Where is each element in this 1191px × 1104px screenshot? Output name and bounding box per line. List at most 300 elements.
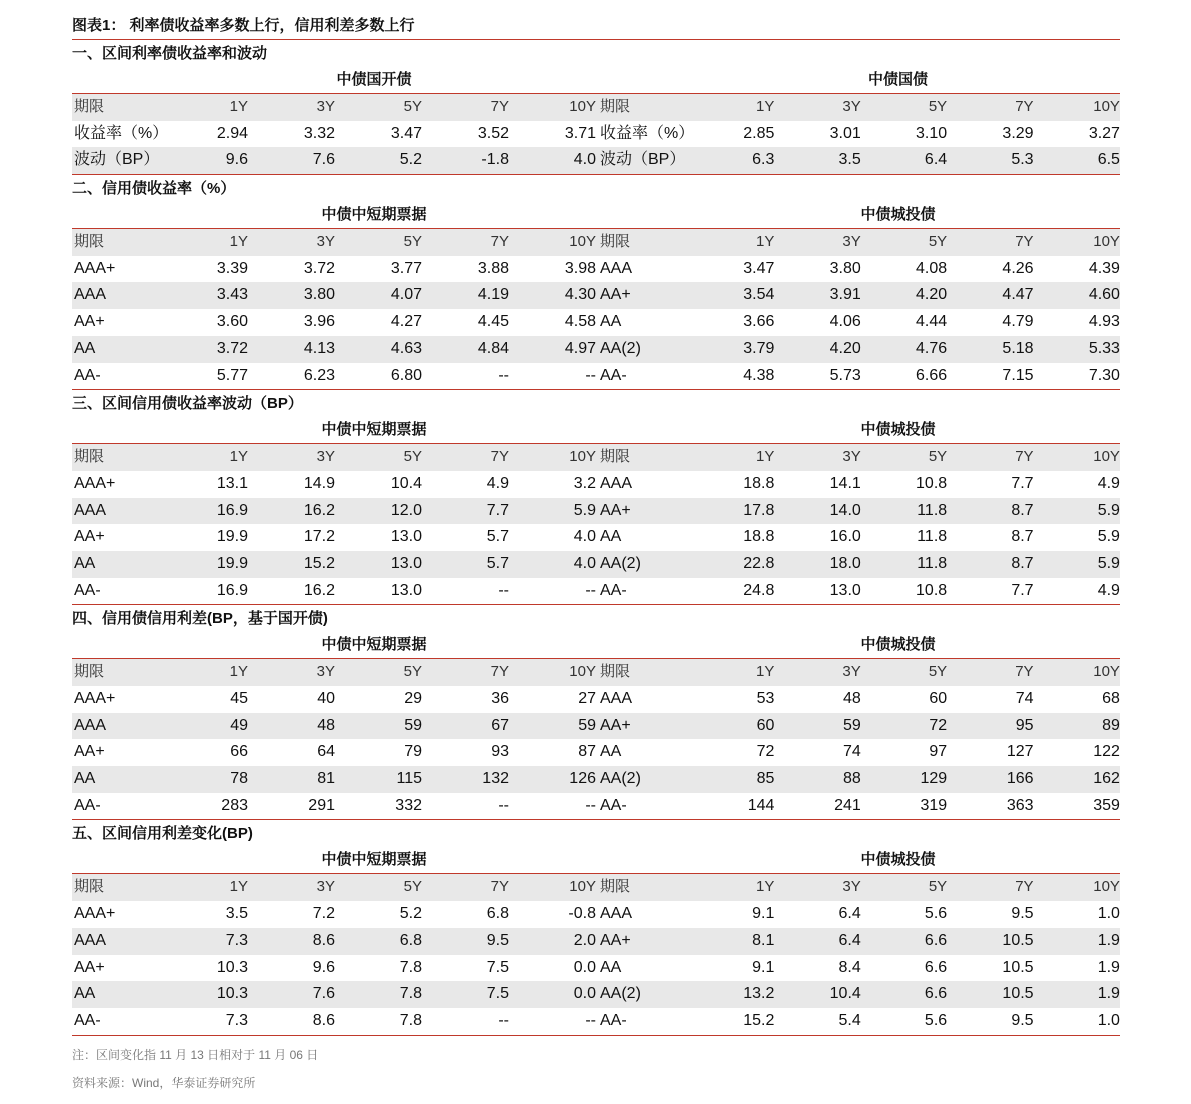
value-cell: 13.0 (829, 581, 861, 599)
row-left-half (72, 901, 596, 928)
value-cell: 22.8 (743, 554, 775, 572)
row-label-cell: 收益率（%） (600, 124, 695, 142)
value-cell: 10.8 (916, 474, 948, 492)
row-label-cell: AA- (600, 796, 627, 814)
value-cell: 3.80 (829, 259, 861, 277)
table-row (72, 955, 1120, 982)
value-cell: 10Y (1093, 233, 1120, 251)
row-left-half (72, 874, 596, 901)
table-row (72, 1008, 1120, 1036)
value-cell: 5.73 (829, 366, 861, 384)
value-cell: 9.6 (225, 151, 248, 169)
row-label-cell: AA (600, 528, 622, 546)
value-cell: 5.77 (216, 366, 248, 384)
value-cell: 59 (578, 716, 596, 734)
value-cell: 1.0 (1097, 905, 1120, 923)
value-cell: 4.0 (573, 528, 596, 546)
row-label-cell: AA+ (74, 528, 105, 546)
row-label-cell: AA- (600, 1011, 627, 1029)
value-cell: 5Y (403, 448, 422, 466)
row-right-half (596, 147, 1120, 174)
value-cell: 10Y (569, 98, 596, 115)
table-row (72, 498, 1120, 525)
value-cell: 3.54 (743, 286, 775, 304)
value-cell: 10.5 (1002, 931, 1034, 949)
value-cell: 4.93 (1088, 313, 1120, 331)
value-cell: 13.0 (390, 581, 422, 599)
row-right-half (596, 363, 1120, 390)
group-header-row (72, 202, 1120, 229)
value-cell: -- (585, 366, 596, 384)
value-cell: 15.2 (743, 1011, 775, 1029)
footnote: 注：区间变化指 11 月 13 日相对于 11 月 06 日 (72, 1047, 319, 1062)
value-cell: 4.30 (564, 286, 596, 304)
value-cell: 4.79 (1002, 313, 1034, 331)
row-label-cell: AA(2) (600, 985, 641, 1003)
value-cell: 7.7 (1011, 581, 1034, 599)
value-cell: 10Y (569, 663, 596, 681)
row-left-half (72, 256, 596, 283)
value-cell: 3.27 (1088, 124, 1120, 142)
row-label-cell: 期限 (74, 663, 105, 681)
value-cell: 162 (1093, 770, 1120, 788)
value-cell: 3Y (842, 878, 861, 896)
value-cell: 7Y (1015, 663, 1034, 681)
value-cell: 115 (396, 770, 422, 788)
value-cell: 9.1 (752, 905, 775, 923)
value-cell: 8.6 (312, 1011, 335, 1029)
value-cell: 3Y (842, 663, 861, 681)
row-label-cell: AA (74, 985, 96, 1003)
value-cell: 60 (756, 716, 775, 734)
row-label-cell: 期限 (600, 448, 631, 466)
value-cell: -- (585, 796, 596, 814)
table-row (72, 524, 1120, 551)
value-cell: 6.8 (399, 931, 422, 949)
value-cell: 6.5 (1097, 151, 1120, 169)
row-right-half (596, 256, 1120, 283)
row-label-cell: AAA (600, 259, 633, 277)
section-title: 四、信用债信用利差(BP，基于国开债) (72, 610, 328, 628)
row-left-half (72, 444, 596, 471)
value-cell: 4.76 (916, 339, 948, 357)
value-cell: 5Y (928, 98, 948, 115)
section-title: 二、信用债收益率（%） (72, 180, 236, 198)
value-cell: 3Y (842, 98, 861, 115)
table-row (72, 901, 1120, 928)
value-cell: 291 (308, 796, 335, 814)
value-cell: 5Y (928, 233, 948, 251)
value-cell: 48 (317, 716, 335, 734)
row-label-cell: 期限 (600, 98, 631, 115)
value-cell: 3.98 (564, 259, 596, 277)
group-header-row (72, 847, 1120, 874)
row-left-half (72, 659, 596, 686)
value-cell: 27 (578, 690, 596, 707)
value-cell: 5.7 (486, 554, 509, 572)
value-cell: 7Y (1015, 878, 1034, 896)
value-cell: 7Y (490, 233, 509, 251)
value-cell: 5.9 (1097, 554, 1120, 572)
table-row (72, 551, 1120, 578)
table-row (72, 713, 1120, 740)
row-label-cell: AAA+ (74, 690, 116, 707)
row-label-cell: AA (600, 743, 622, 761)
row-label-cell: AA(2) (600, 770, 641, 788)
row-left-half (72, 1008, 596, 1035)
value-cell: 5Y (403, 878, 422, 896)
value-cell: 4.38 (743, 366, 775, 384)
table-row (72, 471, 1120, 498)
value-cell: 7Y (490, 448, 509, 466)
row-left-half (72, 686, 596, 713)
value-cell: 3.72 (303, 259, 335, 277)
value-cell: 3.01 (829, 124, 861, 142)
row-right-half (596, 282, 1120, 309)
value-cell: 3.47 (743, 259, 775, 277)
table-row (72, 928, 1120, 955)
table-row (72, 256, 1120, 283)
value-cell: 3Y (316, 663, 335, 681)
row-label-cell: AA(2) (600, 339, 641, 357)
row-right-half (596, 309, 1120, 336)
row-left-half (72, 229, 596, 256)
row-left-half (72, 336, 596, 363)
table-row (72, 147, 1120, 175)
value-cell: 5Y (928, 448, 948, 466)
row-label-cell: AA- (600, 581, 627, 599)
row-right-half (596, 121, 1120, 148)
value-cell: 12.0 (390, 501, 422, 519)
row-label-cell: AA+ (600, 931, 631, 949)
section-title: 三、区间信用债收益率波动（BP） (72, 395, 303, 413)
row-label-cell: AAA+ (74, 905, 116, 923)
value-cell: 3.80 (303, 286, 335, 304)
value-cell: 3.79 (743, 339, 775, 357)
value-cell: 79 (404, 743, 422, 761)
value-cell: -0.8 (568, 905, 596, 923)
value-cell: 18.8 (743, 528, 775, 546)
value-cell: 4.44 (916, 313, 948, 331)
value-cell: 4.26 (1002, 259, 1034, 277)
value-cell: 127 (1006, 743, 1034, 761)
value-cell: 5.6 (924, 1011, 948, 1029)
group-title-left: 中债中短期票据 (321, 206, 427, 224)
value-cell: 4.20 (916, 286, 948, 304)
value-cell: 4.58 (564, 313, 596, 331)
value-cell: 4.08 (916, 259, 948, 277)
value-cell: 13.0 (390, 528, 422, 546)
row-label-cell: AA (74, 554, 96, 572)
group-title-right: 中债城投债 (860, 851, 936, 869)
value-cell: 332 (395, 796, 422, 814)
row-left-half (72, 94, 596, 121)
table-header-row (72, 874, 1120, 901)
value-cell: 6.6 (924, 958, 948, 976)
value-cell: 16.0 (829, 528, 861, 546)
value-cell: 1Y (756, 98, 775, 115)
value-cell: 67 (491, 716, 509, 734)
row-label-cell: AAA (74, 716, 107, 734)
group-title-right: 中债城投债 (860, 636, 936, 654)
table-header-row (72, 659, 1120, 686)
row-label-cell: AAA (600, 905, 633, 923)
row-right-half (596, 498, 1120, 525)
value-cell: 1Y (229, 663, 248, 681)
value-cell: 88 (842, 770, 861, 788)
value-cell: 3.96 (303, 313, 335, 331)
value-cell: -- (585, 1011, 596, 1029)
value-cell: 17.8 (743, 501, 775, 519)
value-cell: 3Y (316, 233, 335, 251)
row-right-half (596, 686, 1120, 713)
value-cell: 4.06 (829, 313, 861, 331)
value-cell: 3Y (316, 878, 335, 896)
row-label-cell: AA+ (600, 501, 631, 519)
value-cell: 14.0 (829, 501, 861, 519)
value-cell: 4.63 (390, 339, 422, 357)
value-cell: 1Y (229, 98, 248, 115)
row-left-half (72, 766, 596, 793)
row-label-cell: AA (600, 958, 622, 976)
row-label-cell: AA- (74, 796, 101, 814)
value-cell: 2.94 (216, 124, 248, 142)
value-cell: 10Y (1093, 878, 1120, 896)
value-cell: 7Y (490, 663, 509, 681)
value-cell: 1Y (229, 233, 248, 251)
row-label-cell: AAA (74, 931, 107, 949)
row-left-half (72, 955, 596, 982)
value-cell: 64 (317, 743, 335, 761)
value-cell: 1Y (756, 233, 775, 251)
group-header-row (72, 417, 1120, 444)
value-cell: 241 (834, 796, 861, 814)
value-cell: 17.2 (303, 528, 335, 546)
row-right-half (596, 766, 1120, 793)
value-cell: 13.2 (743, 985, 775, 1003)
row-left-half (72, 551, 596, 578)
value-cell: 9.6 (312, 958, 335, 976)
value-cell: 4.60 (1088, 286, 1120, 304)
value-cell: 3.77 (390, 259, 422, 277)
value-cell: 18.0 (829, 554, 861, 572)
value-cell: 7.30 (1088, 366, 1120, 384)
value-cell: 7.8 (399, 985, 422, 1003)
value-cell: 5.9 (1097, 528, 1120, 546)
value-cell: 6.6 (924, 985, 948, 1003)
row-label-cell: 期限 (600, 878, 631, 896)
value-cell: 3.71 (564, 124, 596, 142)
value-cell: 59 (404, 716, 422, 734)
value-cell: 5.18 (1002, 339, 1034, 357)
row-left-half (72, 981, 596, 1008)
group-header-row (72, 67, 1120, 94)
value-cell: 7.8 (399, 958, 422, 976)
value-cell: 8.7 (1011, 501, 1034, 519)
group-title-right: 中债国债 (867, 71, 928, 88)
value-cell: 59 (842, 716, 861, 734)
value-cell: 3Y (842, 233, 861, 251)
value-cell: 10Y (569, 233, 596, 251)
value-cell: 10Y (569, 448, 596, 466)
row-label-cell: AA+ (74, 743, 105, 761)
table-row (72, 686, 1120, 713)
value-cell: 53 (756, 690, 775, 707)
row-label-cell: AA+ (74, 958, 105, 976)
value-cell: 4.39 (1088, 259, 1120, 277)
value-cell: 5Y (403, 98, 422, 115)
value-cell: 10.8 (916, 581, 948, 599)
value-cell: 7Y (1015, 448, 1034, 466)
value-cell: 49 (230, 716, 248, 734)
value-cell: 7Y (1015, 98, 1034, 115)
value-cell: 3.2 (573, 474, 596, 492)
table-header-row (72, 94, 1120, 121)
value-cell: 3.88 (477, 259, 509, 277)
row-right-half (596, 471, 1120, 498)
value-cell: 1Y (756, 878, 775, 896)
row-label-cell: AAA (74, 286, 107, 304)
value-cell: 11.8 (917, 501, 948, 519)
value-cell: 283 (221, 796, 248, 814)
value-cell: 5.6 (924, 905, 948, 923)
value-cell: 6.3 (752, 151, 775, 169)
row-left-half (72, 282, 596, 309)
value-cell: 10Y (1093, 448, 1120, 466)
group-header-row (72, 632, 1120, 659)
value-cell: 19.9 (216, 528, 248, 546)
value-cell: 4.47 (1002, 286, 1034, 304)
value-cell: 74 (1015, 690, 1034, 707)
value-cell: 9.5 (1011, 1011, 1034, 1029)
value-cell: 10.3 (216, 985, 248, 1003)
row-label-cell: AAA (600, 690, 633, 707)
value-cell: 359 (1093, 796, 1120, 814)
table-row (72, 578, 1120, 606)
value-cell: 72 (756, 743, 775, 761)
value-cell: 5Y (403, 663, 422, 681)
value-cell: 97 (929, 743, 948, 761)
value-cell: 11.8 (917, 554, 948, 572)
row-left-half (72, 793, 596, 820)
value-cell: 14.9 (303, 474, 335, 492)
value-cell: -- (498, 366, 509, 384)
value-cell: 5.2 (399, 151, 422, 169)
value-cell: 7.5 (486, 985, 509, 1003)
table-row (72, 766, 1120, 793)
row-label-cell: AA- (74, 366, 101, 384)
value-cell: 3.47 (390, 124, 422, 142)
value-cell: 10Y (569, 878, 596, 896)
value-cell: 16.2 (303, 501, 335, 519)
value-cell: 6.66 (916, 366, 948, 384)
value-cell: 1.9 (1097, 985, 1120, 1003)
row-left-half (72, 713, 596, 740)
row-right-half (596, 229, 1120, 256)
value-cell: 45 (230, 690, 248, 707)
value-cell: 7.3 (225, 931, 248, 949)
row-right-half (596, 713, 1120, 740)
table-row (72, 739, 1120, 766)
value-cell: 4.9 (1097, 474, 1120, 492)
table-row (72, 363, 1120, 391)
value-cell: 14.1 (829, 474, 861, 492)
value-cell: 11.8 (917, 528, 948, 546)
table-row (72, 336, 1120, 363)
value-cell: 7.15 (1002, 366, 1034, 384)
value-cell: 24.8 (743, 581, 775, 599)
value-cell: 1.9 (1097, 958, 1120, 976)
value-cell: 8.4 (838, 958, 861, 976)
row-label-cell: 期限 (74, 233, 105, 251)
value-cell: 6.6 (924, 931, 948, 949)
value-cell: 89 (1102, 716, 1120, 734)
value-cell: 95 (1015, 716, 1034, 734)
value-cell: 10.4 (390, 474, 422, 492)
value-cell: 19.9 (216, 554, 248, 572)
value-cell: 8.7 (1011, 528, 1034, 546)
value-cell: 4.9 (486, 474, 509, 492)
value-cell: 3.10 (916, 124, 948, 142)
value-cell: 5.7 (486, 528, 509, 546)
value-cell: 122 (1093, 743, 1120, 761)
value-cell: -- (498, 1011, 509, 1029)
value-cell: 10.3 (216, 958, 248, 976)
row-label-cell: 期限 (74, 448, 105, 466)
value-cell: 1Y (756, 448, 775, 466)
value-cell: 40 (317, 690, 335, 707)
value-cell: 4.97 (564, 339, 596, 357)
value-cell: 132 (482, 770, 509, 788)
report-figure (72, 0, 1120, 1096)
row-label-cell: AA (74, 770, 96, 788)
table-header-row (72, 444, 1120, 471)
group-title-left: 中债国开债 (336, 71, 412, 88)
row-label-cell: AA+ (74, 313, 105, 331)
value-cell: 3.39 (216, 259, 248, 277)
value-cell: 4.9 (1097, 581, 1120, 599)
value-cell: 7.7 (486, 501, 509, 519)
value-cell: 6.80 (390, 366, 422, 384)
value-cell: 5Y (403, 233, 422, 251)
value-cell: 36 (491, 690, 509, 707)
value-cell: 29 (404, 690, 422, 707)
value-cell: 363 (1006, 796, 1034, 814)
value-cell: 6.4 (838, 905, 861, 923)
value-cell: 7.5 (486, 958, 509, 976)
value-cell: 5.4 (838, 1011, 861, 1029)
value-cell: 6.4 (924, 151, 948, 169)
value-cell: 319 (920, 796, 948, 814)
value-cell: 7.3 (225, 1011, 248, 1029)
row-label-cell: 期限 (74, 878, 105, 896)
row-left-half (72, 928, 596, 955)
value-cell: 5.2 (399, 905, 422, 923)
group-title-right: 中债城投债 (860, 421, 936, 439)
group-title-left: 中债中短期票据 (321, 851, 427, 869)
row-label-cell: AA (600, 313, 622, 331)
value-cell: 166 (1006, 770, 1034, 788)
row-right-half (596, 981, 1120, 1008)
value-cell: 9.5 (486, 931, 509, 949)
row-label-cell: AA- (74, 1011, 101, 1029)
value-cell: 7Y (490, 878, 509, 896)
value-cell: 1.0 (1097, 1011, 1120, 1029)
value-cell: 2.0 (573, 931, 596, 949)
row-right-half (596, 524, 1120, 551)
value-cell: 4.84 (477, 339, 509, 357)
row-right-half (596, 955, 1120, 982)
